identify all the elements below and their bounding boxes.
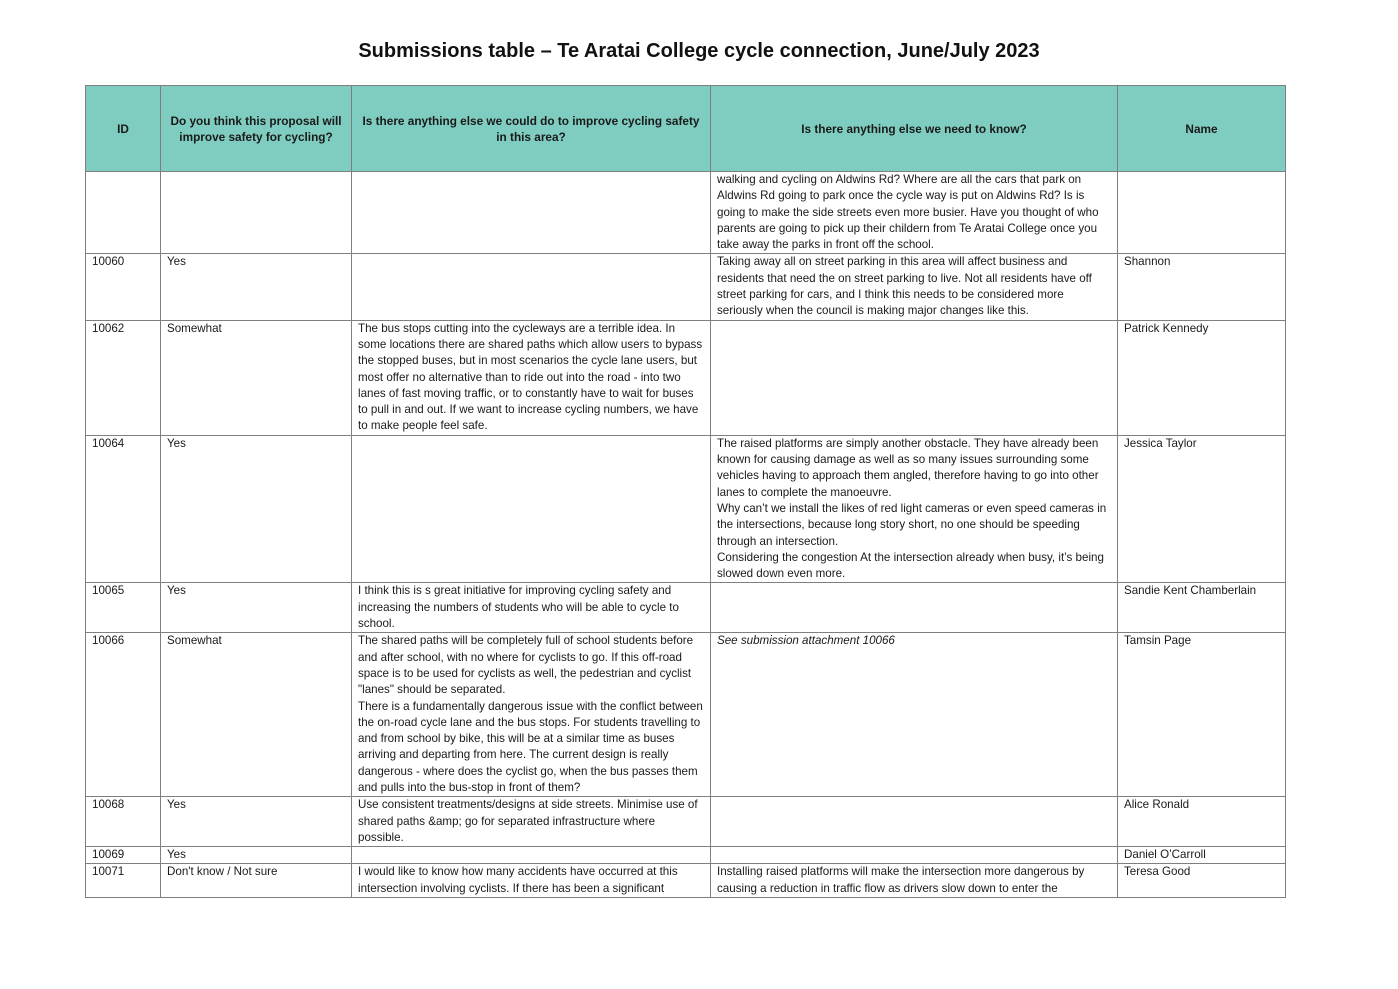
cell-name: [1118, 797, 1286, 847]
table-row: [86, 583, 1286, 633]
cell-name: [1118, 254, 1286, 320]
column-header-name: Name: [1118, 86, 1286, 172]
cell-id: [86, 172, 161, 254]
cell-name-text: Jessica Taylor: [1124, 436, 1197, 450]
cell-name-text: Daniel O’Carroll: [1124, 848, 1206, 862]
cell-know: [711, 583, 1118, 633]
cell-safety: [161, 435, 352, 583]
table-row: [86, 864, 1286, 898]
cell-name: [1118, 633, 1286, 797]
cell-id: [86, 864, 161, 898]
cell-id-text: 10069: [92, 848, 125, 862]
cell-id-text: 10066: [92, 634, 125, 648]
cell-know-text: The raised platforms are simply another obstacle. They have already been known for causing damage as well as so many issues surrounding some vehicles having to approach them angled, therefore having to go into other lanes to complete the manoeuvre. Why can’t we install the likes of red light cameras or even speed cameras in the intersections, because long story short, no one should be speeding through an intersection. Considering the congestion At the intersection already when busy, it’s being slowed down even more.: [717, 436, 1107, 581]
cell-safety: [161, 847, 352, 864]
cell-id: [86, 320, 161, 435]
cell-improve: [352, 797, 711, 847]
cell-id-text: 10065: [92, 584, 125, 598]
table-row: [86, 847, 1286, 864]
cell-improve: [352, 633, 711, 797]
cell-improve: [352, 172, 711, 254]
cell-know: [711, 847, 1118, 864]
column-header-know: Is there anything else we need to know?: [711, 86, 1118, 172]
cell-improve: [352, 864, 711, 898]
cell-improve-text: The shared paths will be completely full of school students before and after school, with no where for cyclists to go. If this off-road space is to be used for cyclists as well, the pedestrian and cyclist "lanes" should be separated. There is a fundamentally dangerous issue with the conflict between the on-road cycle lane and the bus stops. For students travelling to and from school by bike, this will be at a similar time as buses arriving and departing from here. The current design is really dangerous - where does the cyclist go, when the bus passes them and pulls into the bus-stop in front of them?: [358, 634, 703, 794]
cell-know-text: walking and cycling on Aldwins Rd? Where are all the cars that park on Aldwins Rd going to park once the cycle way is put on Aldwins Rd? Is is going to make the side streets even more busier. Have you thought of who parents are going to pick up their childern from Te Aratai College once you take away the parks in front off the school.: [717, 173, 1099, 252]
cell-id-text: 10064: [92, 436, 125, 450]
cell-safety: [161, 864, 352, 898]
cell-improve: [352, 435, 711, 583]
table-row: [86, 633, 1286, 797]
cell-name: [1118, 583, 1286, 633]
cell-id: [86, 583, 161, 633]
cell-safety-text: Yes: [167, 798, 186, 812]
cell-improve: [352, 847, 711, 864]
cell-safety: [161, 633, 352, 797]
cell-know: [711, 633, 1118, 797]
cell-name-text: Shannon: [1124, 255, 1171, 269]
cell-know: [711, 172, 1118, 254]
table-row: [86, 320, 1286, 435]
cell-improve: [352, 254, 711, 320]
cell-safety-text: Yes: [167, 255, 186, 269]
cell-safety: [161, 254, 352, 320]
cell-know-text: Installing raised platforms will make the intersection more dangerous by causing a reduction in traffic flow as drivers slow down to enter the: [717, 865, 1085, 895]
table-row: [86, 797, 1286, 847]
cell-improve: [352, 583, 711, 633]
cell-safety-text: Somewhat: [167, 634, 222, 648]
cell-safety-text: Yes: [167, 436, 186, 450]
column-header-id: ID: [86, 86, 161, 172]
cell-id: [86, 633, 161, 797]
column-header-safety: Do you think this proposal will improve safety for cycling?: [161, 86, 352, 172]
cell-improve-text: I think this is s great initiative for improving cycling safety and increasing the numbers of students who will be able to cycle to school.: [358, 584, 679, 631]
cell-know: [711, 254, 1118, 320]
cell-improve: [352, 320, 711, 435]
cell-safety: [161, 320, 352, 435]
cell-know-text: See submission attachment 10066: [717, 634, 895, 648]
cell-id-text: 10071: [92, 865, 125, 879]
cell-name-text: Alice Ronald: [1124, 798, 1190, 812]
cell-safety: [161, 172, 352, 254]
cell-name: [1118, 435, 1286, 583]
cell-know: [711, 864, 1118, 898]
cell-id-text: 10060: [92, 255, 125, 269]
cell-improve-text: Use consistent treatments/designs at side streets. Minimise use of shared paths &amp; go for separated infrastructure where possible.: [358, 798, 698, 844]
cell-name: [1118, 847, 1286, 864]
cell-id: [86, 435, 161, 583]
document-title: Submissions table – Te Aratai College cycle connection, June/July 2023: [358, 40, 1040, 62]
cell-name-text: Tamsin Page: [1124, 634, 1192, 648]
cell-id: [86, 797, 161, 847]
cell-safety-text: Yes: [167, 848, 186, 862]
cell-name-text: Patrick Kennedy: [1124, 321, 1209, 335]
cell-safety-text: Yes: [167, 584, 186, 598]
table-row: [86, 435, 1286, 583]
cell-id: [86, 847, 161, 864]
cell-name-text: Sandie Kent Chamberlain: [1124, 584, 1257, 598]
cell-safety: [161, 583, 352, 633]
cell-know-text: Taking away all on street parking in this area will affect business and residents that need the on street parking to live. Not all residents have off street parking for cars, and I think this needs to be considered more seriously when the council is making major changes like this.: [717, 255, 1092, 318]
cell-improve-text: The bus stops cutting into the cycleways are a terrible idea. In some locations there are shared paths which allow users to bypass the stopped buses, but in most scenarios the cycle lane users, but most offer no alternative than to ride out into the road - into two lanes of fast moving traffic, or to constantly have to wait for buses to pull in and out. If we want to increase cycling numbers, we have to make people feel safe.: [358, 321, 703, 433]
table-header-row: [86, 86, 1286, 172]
cell-safety: [161, 797, 352, 847]
cell-know: [711, 797, 1118, 847]
cell-safety-text: Don't know / Not sure: [167, 865, 278, 879]
cell-know: [711, 320, 1118, 435]
cell-id-text: 10068: [92, 798, 125, 812]
cell-name: [1118, 320, 1286, 435]
cell-safety-text: Somewhat: [167, 321, 222, 335]
cell-name-text: Teresa Good: [1124, 865, 1191, 879]
table-row: [86, 254, 1286, 320]
cell-improve-text: I would like to know how many accidents have occurred at this intersection involving cyclists. If there has been a significant: [358, 865, 678, 895]
cell-id-text: 10062: [92, 321, 125, 335]
cell-know: [711, 435, 1118, 583]
submissions-table: [85, 85, 1286, 898]
cell-id: [86, 254, 161, 320]
column-header-improve: Is there anything else we could do to improve cycling safety in this area?: [352, 86, 711, 172]
cell-name: [1118, 172, 1286, 254]
cell-name: [1118, 864, 1286, 898]
table-row: [86, 172, 1286, 254]
